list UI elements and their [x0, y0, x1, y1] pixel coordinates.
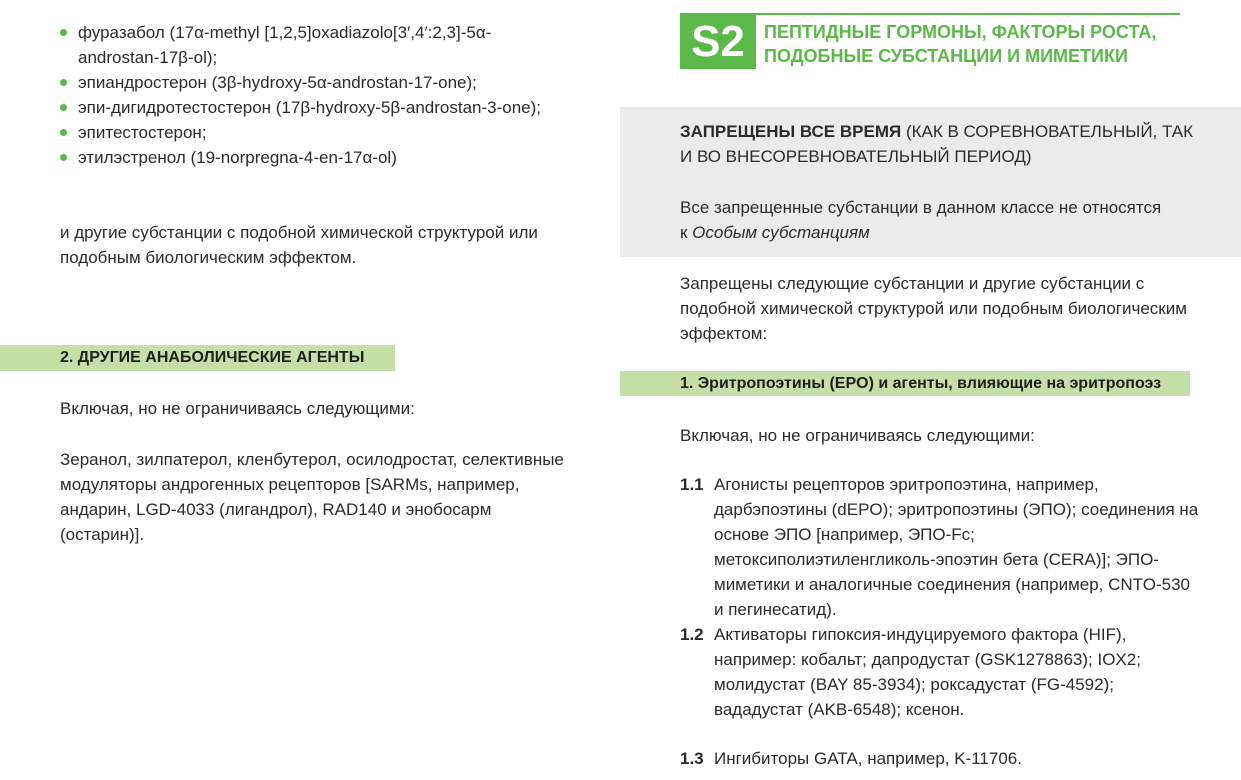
- list-item: эпиандростерон (3β-hydroxy-5α-androstan-17-one);: [58, 70, 548, 95]
- special-prefix-text: Все запрещенные субстанции в данном классе не относятся: [680, 198, 1162, 217]
- intro-text: Запрещены следующие субстанции и другие субстанции с подобной химической структурой или подобным биологическим эффектом:: [680, 274, 1187, 343]
- subsection-heading: 1. Эритропоэтины (EPO) и агенты, влияющие на эритропоэз: [680, 375, 1162, 392]
- prohibited-rest-text: (КАК В СОРЕВНОВАТЕЛЬНЫЙ, ТАК И ВО ВНЕСОРЕВНОВАТЕЛЬНЫЙ ПЕРИОД): [680, 122, 1194, 166]
- prohibited-statement: [680, 119, 1200, 169]
- item-number: 1.3: [680, 749, 704, 768]
- special-k-text: к: [680, 223, 693, 242]
- prohibited-notice-box: [620, 107, 1241, 257]
- list-item: эпитестостерон;: [58, 120, 548, 145]
- item-number: 1.2: [680, 625, 704, 644]
- section-code-badge: S2: [680, 15, 756, 69]
- prohibited-strong-text: ЗАПРЕЩЕНЫ ВСЕ ВРЕМЯ: [680, 122, 902, 141]
- special-italic-text: Особым субстанциям: [692, 223, 870, 242]
- section-heading: 2. ДРУГИЕ АНАБОЛИЧЕСКИЕ АГЕНТЫ: [60, 349, 365, 366]
- item-text: Ингибиторы GATA, например, K-11706.: [714, 749, 1022, 768]
- bullet-icon: [60, 129, 67, 136]
- numbered-item: [680, 746, 1200, 771]
- left-column: [0, 0, 600, 780]
- bullet-icon: [60, 79, 67, 86]
- list-item: этилэстренол (19-norpregna-4-en-17α-ol): [58, 145, 548, 170]
- right-column: [620, 0, 1241, 780]
- section-heading-band: [0, 345, 395, 371]
- including-text: Включая, но не ограничиваясь следующими:: [680, 426, 1035, 445]
- including-text: Включая, но не ограничиваясь следующими:: [60, 399, 415, 418]
- item-text: Агонисты рецепторов эритропоэтина, например, дарбэпоэтины (dEPO); эритропоэтины (ЭПО); соединения на основе ЭПО [например, ЭПО-Fc; метоксиполиэтиленгликоль-эпоэтин бета (CERA)]; ЭПО-миметики и аналогичные соединения (например, CNTO-530 и пегинесатид).: [714, 475, 1199, 619]
- section-title: ПЕПТИДНЫЕ ГОРМОНЫ, ФАКТОРЫ РОСТА, ПОДОБНЫЕ СУБСТАНЦИИ И МИМЕТИКИ: [764, 22, 1157, 66]
- section-s2-header: [680, 13, 1180, 69]
- item-number: 1.1: [680, 475, 704, 494]
- special-substances-note: [680, 195, 1200, 245]
- bullet-icon: [60, 104, 67, 111]
- list-item: эпи-дигидротестостерон (17β-hydroxy-5β-androstan-3-one);: [58, 95, 548, 120]
- other-substances-text: и другие субстанции с подобной химической структурой или подобным биологическим эффектом.: [60, 223, 538, 267]
- list-item: фуразабол (17α-methyl [1,2,5]oxadiazolo[3′,4′:2,3]-5α-androstan-17β-ol);: [58, 20, 548, 70]
- bullet-icon: [60, 29, 67, 36]
- bullet-icon: [60, 154, 67, 161]
- anabolic-substance-list: [58, 20, 548, 170]
- item-text: Активаторы гипоксия-индуцируемого фактора (HIF), например: кобальт; дапродустат (GSK1278863); IOX2; молидустат (BAY 85-3934); роксадустат (FG-4592); вададустат (AKB-6548); ксенон.: [714, 625, 1141, 719]
- section-body-text: Зеранол, зилпатерол, кленбутерол, осилодростат, селективные модуляторы андрогенных рецепторов [SARMs, например, андарин, LGD-4033 (лигандрол), RAD140 и энобосарм (остарин)].: [60, 450, 564, 544]
- subsection-heading-band: [620, 371, 1190, 396]
- numbered-item: [680, 472, 1200, 622]
- numbered-item: [680, 622, 1200, 722]
